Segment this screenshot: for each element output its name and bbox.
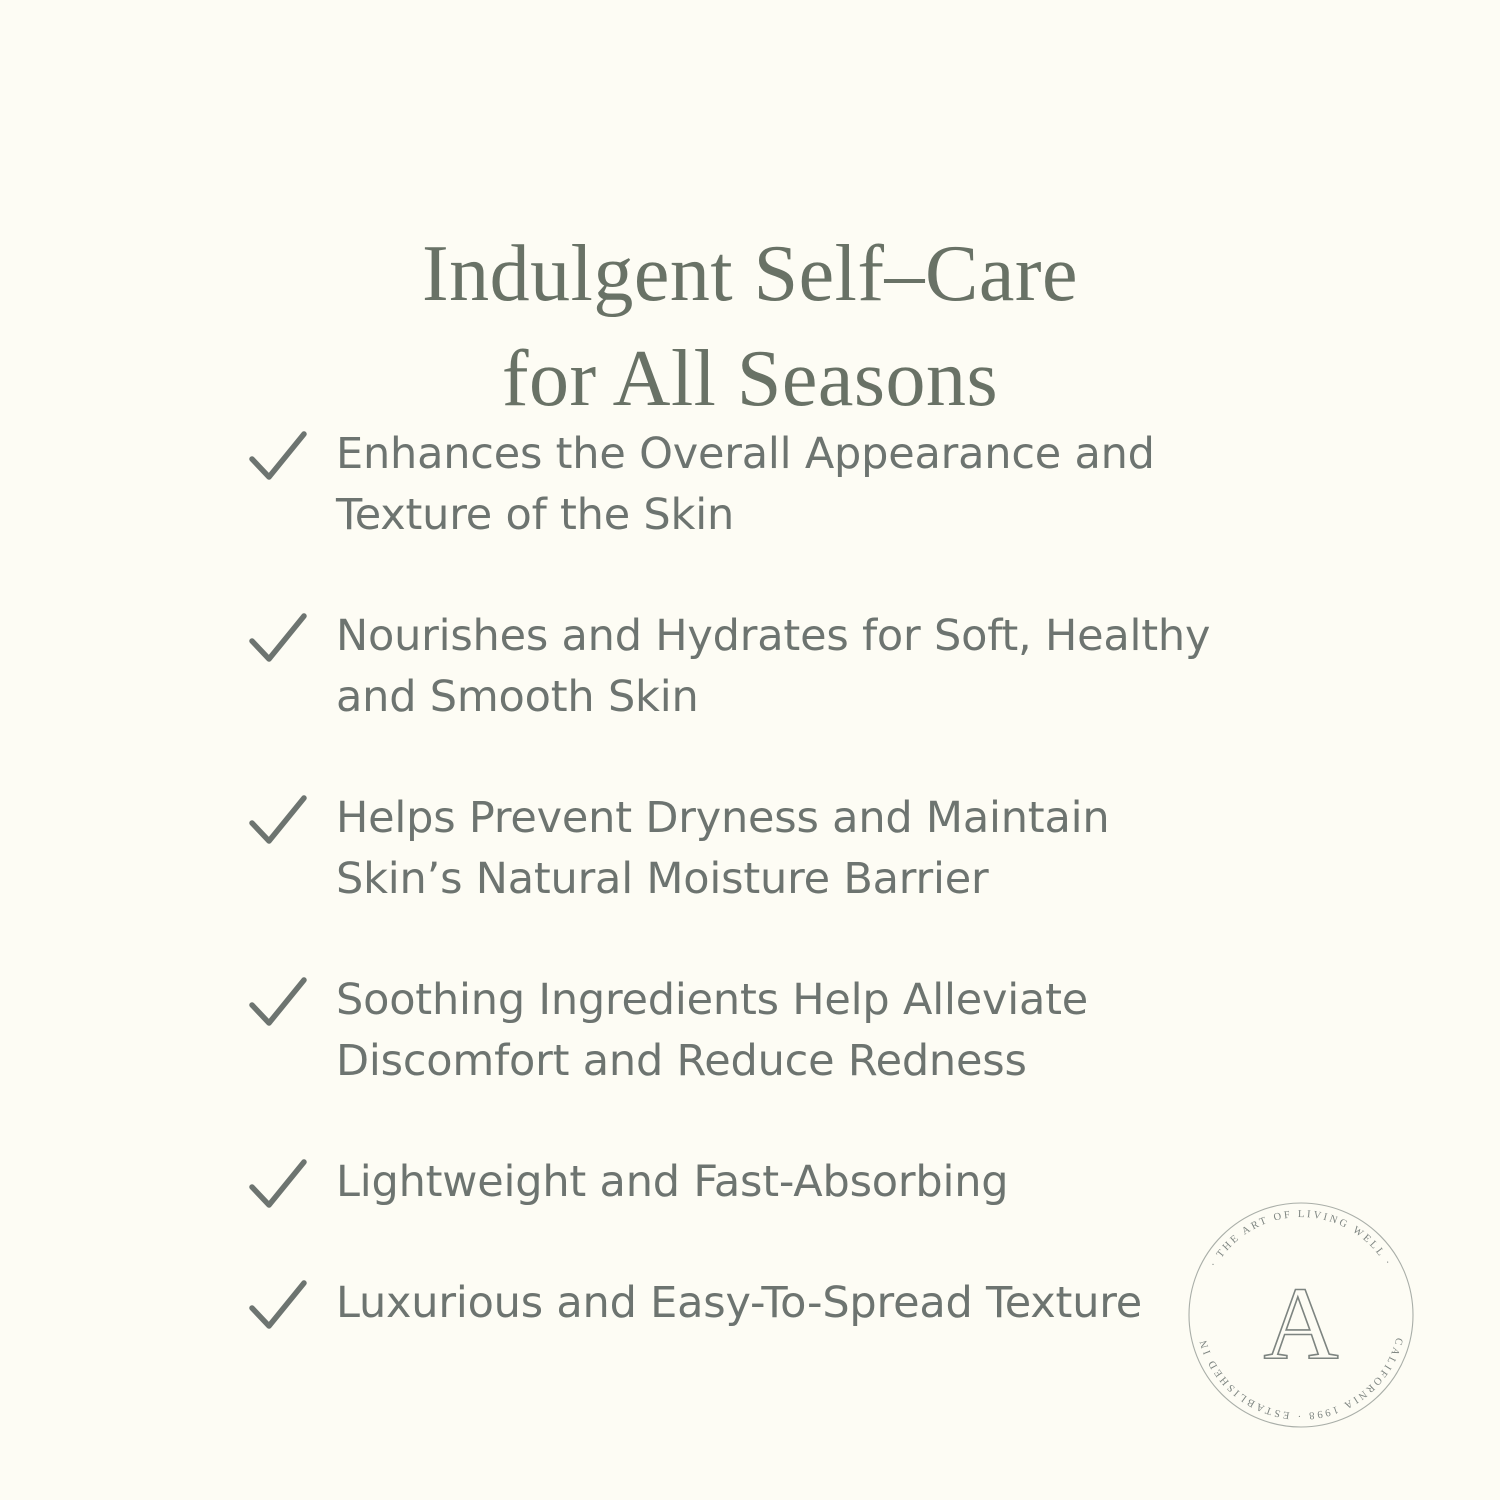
list-item-label: Soothing Ingredients Help Alleviate Discomfort and Reduce Redness [336,975,1089,1087]
check-icon [248,1277,308,1335]
page-title [0,222,1500,433]
list-item [248,606,1258,728]
benefits-list [248,424,1258,1334]
check-icon [248,428,308,486]
list-item-label: Nourishes and Hydrates for Soft, Healthy and Smooth Skin [336,611,1211,723]
list-item [248,788,1258,910]
check-icon [248,974,308,1032]
list-item-label: Lightweight and Fast-Absorbing [336,1157,1009,1208]
list-item-label: Luxurious and Easy-To-Spread Texture [336,1278,1143,1329]
list-item [248,424,1258,546]
check-icon [248,792,308,850]
list-item [248,1273,1258,1334]
seal-monogram: A [1263,1266,1339,1381]
list-item-label: Helps Prevent Dryness and Maintain Skin’s Natural Moisture Barrier [336,793,1110,905]
page-title-line-1: Indulgent Self–Care [422,229,1078,318]
check-icon [248,610,308,668]
seal-top-text: · THE ART OF LIVING WELL · [1208,1208,1394,1270]
seal-bottom-text: CALIFORNIA 1998 · ESTABLISHED IN [1197,1336,1405,1422]
list-item-label: Enhances the Overall Appearance and Texture of the Skin [336,429,1155,541]
brand-seal-logo [1176,1190,1426,1440]
check-icon [248,1156,308,1214]
page-title-line-2: for All Seasons [501,335,999,424]
list-item [248,970,1258,1092]
list-item [248,1152,1258,1213]
